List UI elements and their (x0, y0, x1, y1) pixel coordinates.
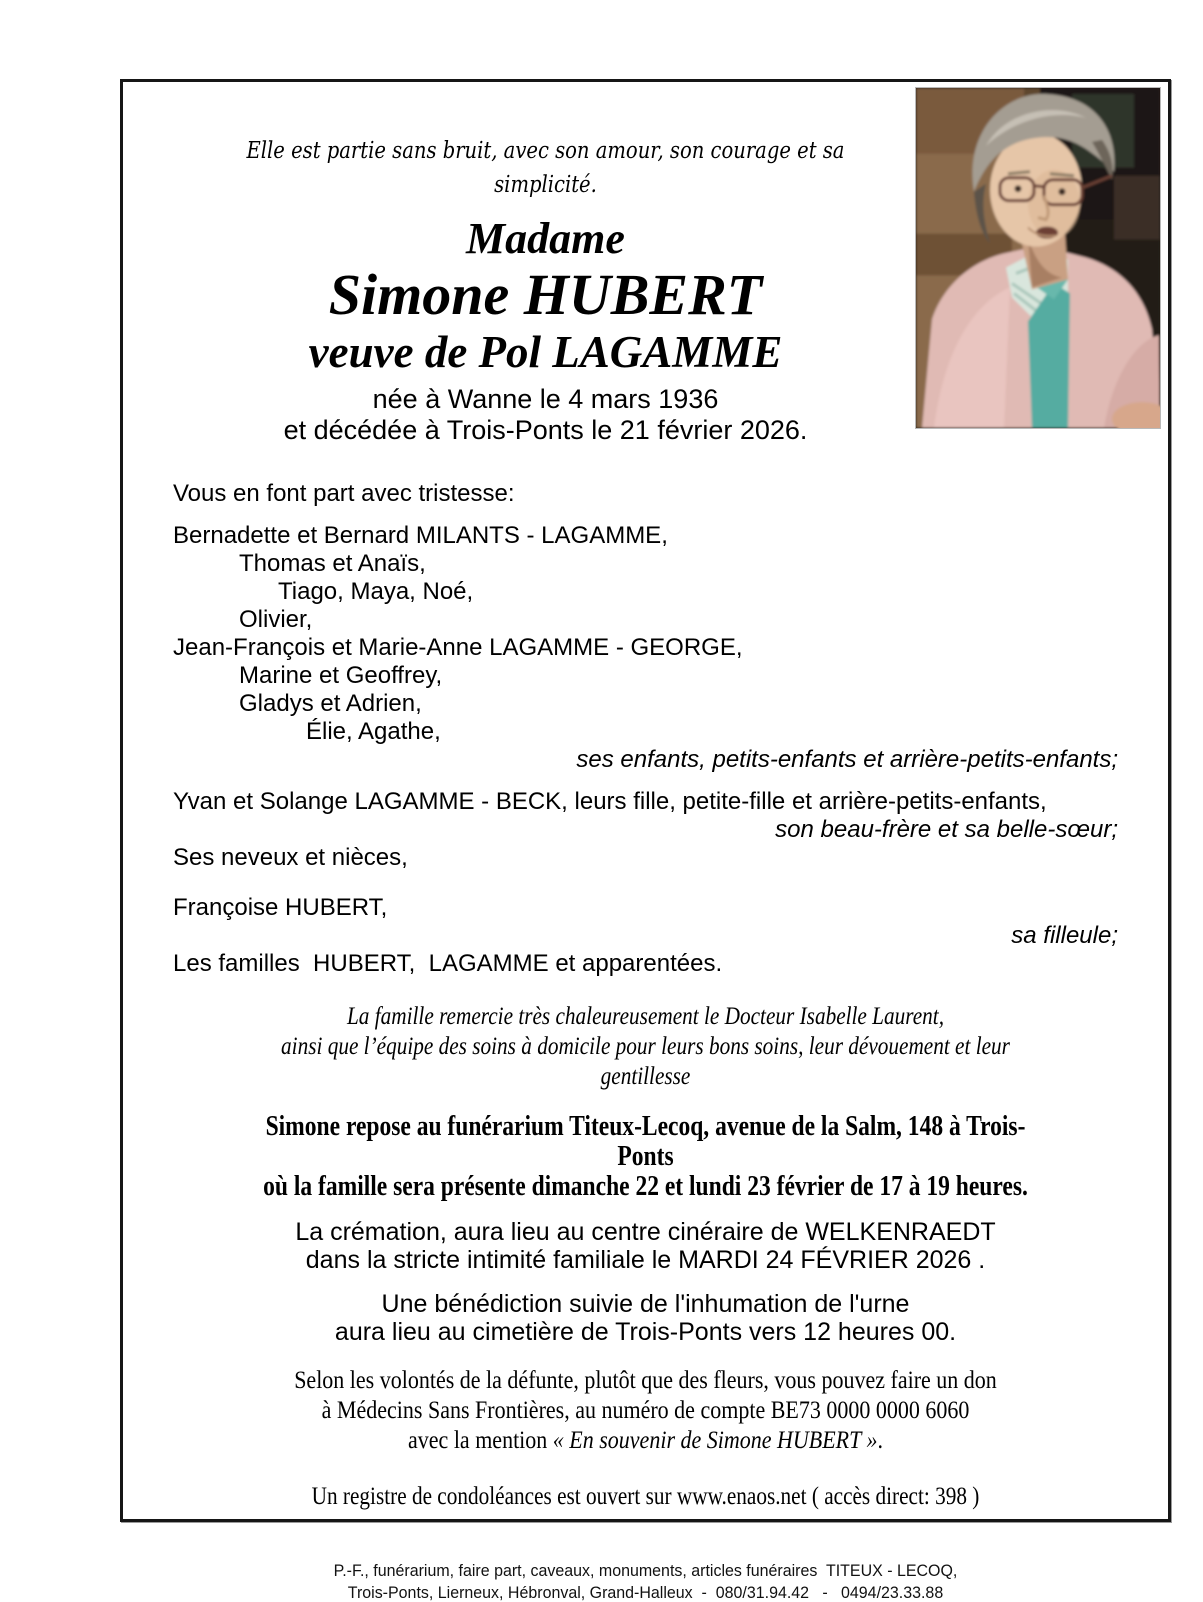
footer-line: P.-F., funérarium, faire part, caveaux, monuments, articles funéraires TITEUX - LECOQ, (333, 1561, 958, 1580)
announcement-card (120, 79, 1171, 1602)
funeral-home-footer (201, 1560, 1089, 1602)
thanks-line: ainsi que l’équipe des soins à domicile pour leurs bons soins, leur dévouement et leur gentillesse (281, 1033, 1016, 1090)
relation-children-line: ses enfants, petits-enfants et arrière-petits-enfants; (576, 746, 1118, 773)
family-member-line: Tiago, Maya, Noé, (278, 578, 474, 605)
families-line: Les familles HUBERT, LAGAMME et apparentées. (173, 950, 723, 977)
portrait-photo (915, 87, 1161, 429)
death-line: et décédée à Trois-Ponts le 21 février 2026. (283, 415, 808, 445)
repose-line: Simone repose au funérarium Titeux-Lecoq, avenue de la Salm, 148 à Trois-Ponts (265, 1111, 1026, 1172)
registry-line: Un registre de condoléances est ouvert sur www.enaos.net ( accès direct: 398 ) (311, 1483, 980, 1510)
deceased-title: Madame (466, 214, 625, 263)
family-list (173, 522, 1118, 746)
deceased-name: Simone HUBERT (328, 262, 763, 327)
family-member-line: Élie, Agathe, (306, 718, 441, 745)
epigraph: Elle est partie sans bruit, avec son amour, son courage et sa simplicité. (246, 138, 851, 198)
repose-block (249, 1112, 1043, 1202)
donation-block (230, 1366, 1062, 1456)
benediction-line: Une bénédiction suivie de l'inhumation de l'urne (381, 1290, 910, 1318)
goddaughter-line: Françoise HUBERT, (173, 894, 388, 921)
announcement-intro: Vous en font part avec tristesse: (173, 480, 515, 507)
donation-mention-quote: « En souvenir de Simone HUBERT » (552, 1427, 878, 1454)
donation-line: Selon les volontés de la défunte, plutôt que des fleurs, vous pouvez faire un don (294, 1367, 997, 1394)
relation-sibling-line: son beau-frère et sa belle-sœur; (775, 816, 1118, 843)
card-content (123, 82, 1168, 1602)
widow-line: veuve de Pol LAGAMME (308, 327, 783, 377)
family-member-line: Olivier, (239, 606, 313, 633)
cremation-block (173, 1218, 1118, 1274)
family-member-line: Thomas et Anaïs, (239, 550, 426, 577)
birth-line: née à Wanne le 4 mars 1936 (372, 384, 719, 414)
footer-line: Trois-Ponts, Lierneux, Hébronval, Grand-Halleux - 080/31.94.42 - 0494/23.33.88 (347, 1583, 944, 1602)
cremation-line: dans la stricte intimité familiale le MARDI 24 FÉVRIER 2026 . (305, 1246, 986, 1274)
cremation-line: La crémation, aura lieu au centre cinéraire de WELKENRAEDT (295, 1218, 996, 1246)
portrait-illustration (916, 88, 1160, 428)
donation-mention-line (230, 1426, 1062, 1456)
donation-mention-prefix: avec la mention (408, 1427, 553, 1454)
repose-line: où la famille sera présente dimanche 22 et lundi 23 février de 17 à 19 heures. (263, 1171, 1028, 1202)
family-member-line: Bernadette et Bernard MILANTS - LAGAMME, (173, 522, 668, 549)
nephews-line: Ses neveux et nièces, (173, 844, 408, 871)
donation-line: à Médecins Sans Frontières, au numéro de compte BE73 0000 0000 6060 (321, 1397, 970, 1424)
family-member-line: Jean-François et Marie-Anne LAGAMME - GEORGE, (173, 634, 743, 661)
benediction-block (173, 1290, 1118, 1346)
thanks-line: La famille remercie très chaleureusement le Docteur Isabelle Laurent, (346, 1003, 945, 1030)
announcement-body (173, 480, 1118, 978)
benediction-line: aura lieu au cimetière de Trois-Ponts vers 12 heures 00. (334, 1318, 957, 1346)
sibling-line: Yvan et Solange LAGAMME - BECK, leurs fille, petite-fille et arrière-petits-enfants, (173, 788, 1047, 815)
relation-goddaughter-line: sa filleule; (1011, 922, 1118, 949)
family-member-line: Marine et Geoffrey, (239, 662, 443, 689)
donation-mention-suffix: . (877, 1427, 883, 1454)
header-block (173, 134, 918, 446)
thanks-block (244, 1002, 1047, 1092)
family-member-line: Gladys et Adrien, (239, 690, 422, 717)
